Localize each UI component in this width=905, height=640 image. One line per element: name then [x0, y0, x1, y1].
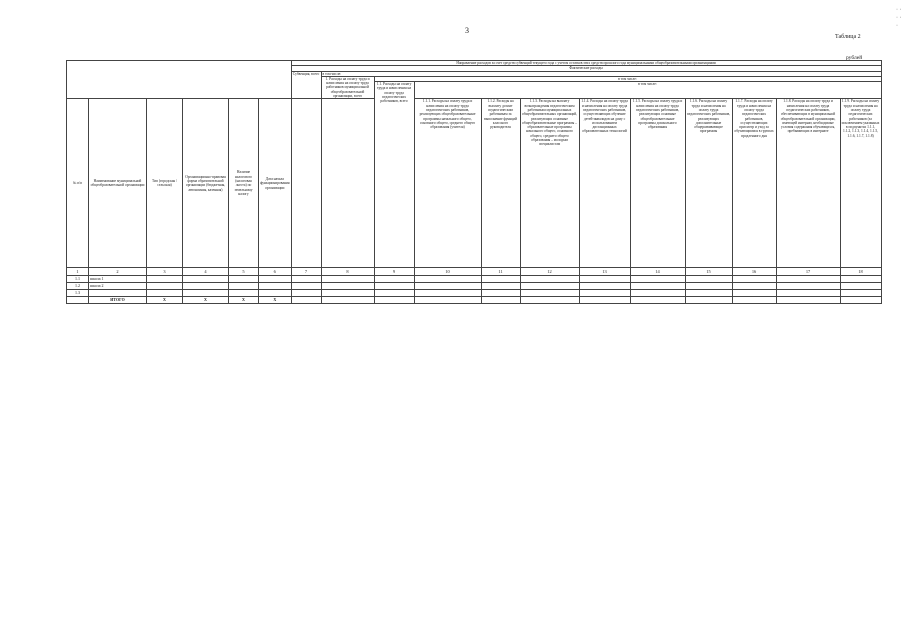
table-title: Таблица 2	[835, 34, 861, 40]
col-1-1-5: 1.1.5. Расходы на оплату труда и начисления на оплату труда педагогических работников, реализующих основные общеобразовательные программы дошкольного образования	[630, 99, 685, 268]
total-label: ИТОГО	[89, 297, 147, 304]
col-number: 5	[229, 268, 259, 276]
table-row	[67, 283, 882, 290]
total-x: Х	[259, 297, 292, 304]
col-1-1-6: 1.1.6. Расходы на оплату труда и начисления на оплату труда педагогических работников, реализующих дополнительные общеразвивающие программы	[685, 99, 732, 268]
col-number: 17	[776, 268, 840, 276]
edge-marks: · · · · ·	[896, 7, 902, 29]
col-number: 13	[579, 268, 630, 276]
header-including-3: в том числе:	[414, 82, 881, 99]
col-1-1-9: 1.1.9. Расходы на оплату труда и начисления на оплату труда педагогических работников (за исключением указанных в подпунктах 1.1.1, 1.1.2, 1.1.3, 1.1.4, 1.1.5, 1.1.6, 1.1.7, 1.1.8)	[840, 99, 881, 268]
row-name: школа 2	[89, 283, 147, 290]
col-date: Дата начала функционирования организации	[259, 99, 292, 268]
col-8-blank	[321, 99, 374, 268]
col-1-1-2: 1.1.2. Расходы на выплату доплат педагогическим работникам за выполнение функций классного руководителя	[481, 99, 520, 268]
units-label: рублей	[846, 55, 863, 61]
col-form: Организационно-правовая форма образовательной организации (бюджетная, автономная, казенная)	[183, 99, 229, 268]
col-number: 1	[67, 268, 89, 276]
col-number: 15	[685, 268, 732, 276]
header-including: в том числе:	[321, 71, 881, 76]
col-number: 18	[840, 268, 881, 276]
col-type: Тип (городская / сельская)	[147, 99, 183, 268]
col-number: 16	[732, 268, 776, 276]
header-top: Направление расходов за счет средств субвенций текущего года с учетом остатков этих средств прошлого года муниципальными общеобразовательными организациями	[291, 61, 881, 66]
col-name: Наименование муниципальной общеобразовательной организации	[89, 99, 147, 268]
row-name	[89, 290, 147, 297]
col-number: 6	[259, 268, 292, 276]
total-x: Х	[183, 297, 229, 304]
col-7-blank	[291, 99, 321, 268]
col-number: 3	[147, 268, 183, 276]
col-1-1-7: 1.1.7. Расходы на оплату труда и начисления на оплату труда педагогических работников, осуществляющих присмотр и уход за обучающимися в группах продленного дня	[732, 99, 776, 268]
col-number: 8	[321, 268, 374, 276]
col-1-1: 1.1. Расходы на оплату труда и начисления на оплату труда педагогических работников, всего	[374, 82, 414, 268]
col-number: 2	[89, 268, 147, 276]
col-1-1-1: 1.1.1. Расходы на оплату труда и начисления на оплату труда педагогических работников, реализующих общеобразовательные программы начального общего, основного общего, среднего общего образования (учителя)	[414, 99, 481, 268]
col-1-1-8: 1.1.8. Расходы на оплату труда и начисления на оплату труда педагогических работников, обеспечивающих в муниципальной общеобразовательной организации, имеющей интернат, необходимые условия содержания обучающихся, пребывающих в интернате	[776, 99, 840, 268]
header-actual: Фактические расходы	[291, 66, 881, 71]
col-number: 4	[183, 268, 229, 276]
col-1-1-4: 1.1.4. Расходы на оплату труда и начисления на оплату труда педагогических работников, осуществляющих обучение детей-инвалидов на дому с использованием дистанционных образовательных технологий	[579, 99, 630, 268]
row-number: 1.1	[67, 276, 89, 283]
col-number: 10	[414, 268, 481, 276]
table-row	[67, 290, 882, 297]
total-x: Х	[229, 297, 259, 304]
total-x: Х	[147, 297, 183, 304]
row-name: школа 1	[89, 276, 147, 283]
expense-table	[66, 60, 882, 304]
col-1: 1. Расходы на оплату труда и начисления на оплату труда работников муниципальной общеобразовательной организации, всего	[321, 76, 374, 98]
row-number: 1.3	[67, 290, 89, 297]
table-row	[67, 276, 882, 283]
col-number: 14	[630, 268, 685, 276]
page-number: 3	[465, 26, 469, 35]
row-number: 1.2	[67, 283, 89, 290]
col-number: 12	[520, 268, 579, 276]
col-tax: Наличие налогового (налоговая льгота) по земельному налогу	[229, 99, 259, 268]
col-number: 9	[374, 268, 414, 276]
header-including-2: в том числе:	[374, 76, 881, 81]
total-row	[67, 297, 882, 304]
col-subvention: Субвенция, всего	[291, 71, 321, 99]
col-number: 7	[291, 268, 321, 276]
col-no: № п/п	[67, 99, 89, 268]
header-blank	[67, 61, 292, 99]
col-number: 11	[481, 268, 520, 276]
col-1-1-3: 1.1.3. Расходы на выплату вознаграждения педагогическим работникам муниципальных общеобразовательных организаций, реализующих основные общеобразовательные программы – образовательные программы начального общего, основного общего, среднего общего образования – молодым специалистам	[520, 99, 579, 268]
